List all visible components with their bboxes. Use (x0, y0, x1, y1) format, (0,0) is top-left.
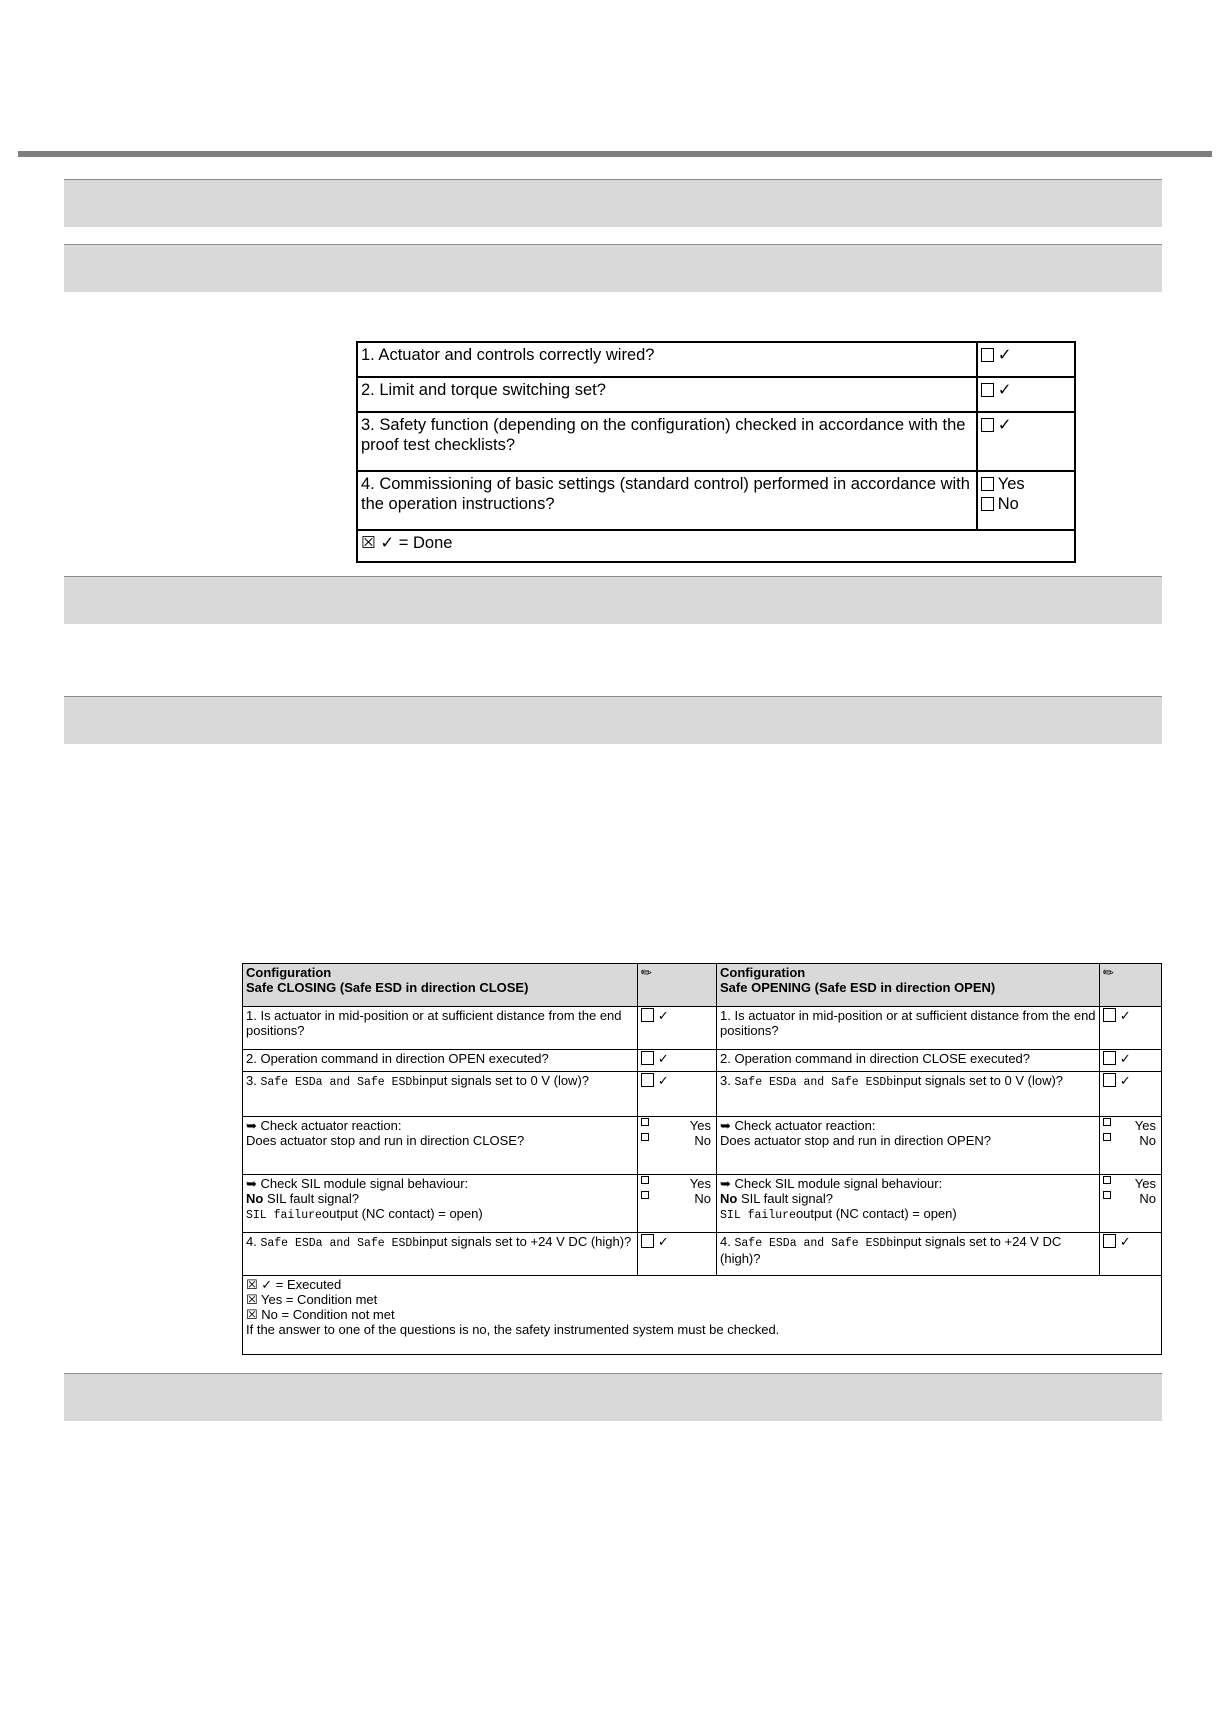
check-cell (637, 1050, 716, 1072)
checkbox[interactable] (641, 1008, 654, 1022)
question-number: 3. (720, 1073, 731, 1088)
signal-name: Safe ESDa and Safe ESDb (260, 1076, 420, 1089)
arrow-icon: ➥ (720, 1118, 731, 1133)
question-text: Check SIL module signal behaviour: (734, 1176, 943, 1191)
question-cell: 1. Actuator and controls correctly wired? (357, 342, 977, 377)
yes-label: Yes (997, 475, 1025, 493)
section-band (64, 179, 1162, 227)
question-cell (243, 1072, 638, 1117)
question-text: output (NC contact) = open) (321, 1206, 483, 1221)
question-text: output (NC contact) = open) (795, 1206, 957, 1221)
no-label: No (694, 1191, 712, 1206)
yes-label: Yes (1134, 1176, 1156, 1191)
signal-name: SIL failure (720, 1209, 796, 1222)
yes-checkbox[interactable] (1103, 1176, 1111, 1184)
table-row (243, 1050, 1162, 1072)
table-row (357, 342, 1075, 377)
header-rule (18, 151, 1212, 157)
check-mark: ✓ (1119, 1051, 1131, 1066)
no-label: No (1139, 1191, 1156, 1206)
checkbox[interactable] (981, 348, 994, 362)
table-row (243, 1007, 1162, 1050)
question-cell: 2. Operation command in direction OPEN executed? (243, 1050, 638, 1072)
check-mark: ✓ (997, 416, 1012, 434)
checkbox[interactable] (641, 1051, 654, 1065)
no-checkbox[interactable] (641, 1191, 649, 1199)
table-row (243, 1175, 1162, 1233)
section-band (64, 244, 1162, 292)
left-header-subtitle: Safe CLOSING (Safe ESD in direction CLOSE) (246, 980, 529, 995)
question-text: SIL fault signal? (266, 1191, 359, 1206)
signal-name: SIL failure (246, 1209, 322, 1222)
checkbox[interactable] (1103, 1234, 1116, 1248)
legend-line: ☒ ✓ = Executed (246, 1277, 342, 1292)
yes-checkbox[interactable] (641, 1176, 649, 1184)
commissioning-checklist-table (356, 341, 1076, 563)
no-checkbox[interactable] (1103, 1191, 1111, 1199)
yes-checkbox[interactable] (981, 477, 994, 491)
yes-label: Yes (689, 1176, 712, 1191)
question-cell: 2. Limit and torque switching set? (357, 377, 977, 412)
arrow-icon: ➥ (246, 1118, 257, 1133)
left-header-cell (243, 964, 638, 1007)
checkbox[interactable] (641, 1234, 654, 1248)
pencil-icon: ✎ (637, 963, 656, 982)
legend-line: If the answer to one of the questions is no, the safety instrumented system must be checked. (246, 1322, 780, 1337)
check-cell (1099, 1233, 1161, 1276)
no-checkbox[interactable] (641, 1133, 649, 1141)
checkbox[interactable] (1103, 1008, 1116, 1022)
question-cell (717, 1072, 1100, 1117)
check-mark: ✓ (1119, 1234, 1131, 1249)
question-text: Check actuator reaction: (734, 1118, 876, 1133)
question-cell: 4. Commissioning of basic settings (standard control) performed in accordance with the operation instructions? (357, 471, 977, 530)
bold-no: No (246, 1191, 264, 1206)
legend-cell (243, 1276, 1162, 1355)
question-cell: 2. Operation command in direction CLOSE executed? (717, 1050, 1100, 1072)
yes-checkbox[interactable] (641, 1118, 649, 1126)
table-row (357, 412, 1075, 471)
check-cell (977, 412, 1075, 471)
question-text: Check actuator reaction: (260, 1118, 402, 1133)
yes-label: Yes (689, 1118, 712, 1133)
no-checkbox[interactable] (981, 497, 994, 511)
check-mark: ✓ (1119, 1073, 1131, 1088)
check-cell (637, 1072, 716, 1117)
right-check-header (1099, 964, 1161, 1007)
question-text: SIL fault signal? (740, 1191, 834, 1206)
table-row (243, 1117, 1162, 1175)
question-cell: 1. Is actuator in mid-position or at sufficient distance from the end positions? (243, 1007, 638, 1050)
section-band (64, 1373, 1162, 1421)
question-text: Check SIL module signal behaviour: (260, 1176, 469, 1191)
proof-test-checklist-table (242, 963, 1162, 1355)
right-header-title: Configuration (720, 965, 806, 980)
yes-checkbox[interactable] (1103, 1118, 1111, 1126)
question-cell: 1. Is actuator in mid-position or at sufficient distance from the end positions? (717, 1007, 1100, 1050)
table-row (357, 377, 1075, 412)
check-cell (977, 342, 1075, 377)
table-row (243, 1276, 1162, 1355)
check-cell (977, 377, 1075, 412)
yes-label: Yes (1134, 1118, 1156, 1133)
table-row (357, 530, 1075, 562)
arrow-icon: ➥ (720, 1176, 731, 1191)
yes-no-cell (1099, 1175, 1161, 1233)
question-number: 4. (246, 1234, 257, 1249)
check-mark: ✓ (657, 1051, 669, 1066)
checkbox[interactable] (1103, 1073, 1116, 1087)
checkbox[interactable] (981, 383, 994, 397)
arrow-icon: ➥ (246, 1176, 257, 1191)
check-mark: ✓ (657, 1008, 669, 1023)
signal-name: Safe ESDa and Safe ESDb (260, 1237, 420, 1250)
check-cell (1099, 1050, 1161, 1072)
legend-cell: ☒ ✓ = Done (357, 530, 1075, 562)
checkbox[interactable] (641, 1073, 654, 1087)
signal-name: Safe ESDa and Safe ESDb (734, 1237, 894, 1250)
checkbox[interactable] (981, 418, 994, 432)
question-cell (717, 1175, 1100, 1233)
checkbox[interactable] (1103, 1051, 1116, 1065)
left-header-title: Configuration (246, 965, 332, 980)
yes-no-cell (637, 1175, 716, 1233)
legend-line: ☒ No = Condition not met (246, 1307, 395, 1322)
question-number: 3. (246, 1073, 257, 1088)
check-cell (1099, 1072, 1161, 1117)
check-mark: ✓ (1119, 1008, 1131, 1023)
legend-line: ☒ Yes = Condition met (246, 1292, 378, 1307)
question-text: input signals set to 0 V (low)? (893, 1073, 1064, 1088)
yes-no-cell (977, 471, 1075, 530)
question-text: input signals set to +24 V DC (high)? (419, 1234, 632, 1249)
check-cell (1099, 1007, 1161, 1050)
check-mark: ✓ (997, 346, 1012, 364)
no-label: No (997, 495, 1019, 513)
question-text: input signals set to 0 V (low)? (419, 1073, 590, 1088)
check-cell (637, 1233, 716, 1276)
question-cell (243, 1117, 638, 1175)
no-label: No (1139, 1133, 1156, 1148)
yes-no-cell (1099, 1117, 1161, 1175)
bold-no: No (720, 1191, 738, 1206)
question-text: Does actuator stop and run in direction CLOSE? (246, 1133, 525, 1148)
question-number: 4. (720, 1234, 731, 1249)
section-band (64, 696, 1162, 744)
question-cell (717, 1117, 1100, 1175)
yes-no-cell (637, 1117, 716, 1175)
check-mark: ✓ (657, 1234, 669, 1249)
question-text: input signals set to +24 V DC (high)? (720, 1234, 1062, 1266)
question-text: Does actuator stop and run in direction OPEN? (720, 1133, 991, 1148)
check-cell (637, 1007, 716, 1050)
question-cell: 3. Safety function (depending on the configuration) checked in accordance with the proof test checklists? (357, 412, 977, 471)
question-cell (243, 1175, 638, 1233)
table-row (243, 1233, 1162, 1276)
left-check-header (637, 964, 716, 1007)
table-row (243, 1072, 1162, 1117)
table-header-row (243, 964, 1162, 1007)
check-mark: ✓ (997, 381, 1012, 399)
no-checkbox[interactable] (1103, 1133, 1111, 1141)
table-row (357, 471, 1075, 530)
right-header-subtitle: Safe OPENING (Safe ESD in direction OPEN) (720, 980, 996, 995)
pencil-icon: ✎ (1099, 963, 1118, 982)
right-header-cell (717, 964, 1100, 1007)
question-cell (717, 1233, 1100, 1276)
check-mark: ✓ (657, 1073, 669, 1088)
no-label: No (694, 1133, 712, 1148)
signal-name: Safe ESDa and Safe ESDb (734, 1076, 894, 1089)
section-band (64, 576, 1162, 624)
question-cell (243, 1233, 638, 1276)
